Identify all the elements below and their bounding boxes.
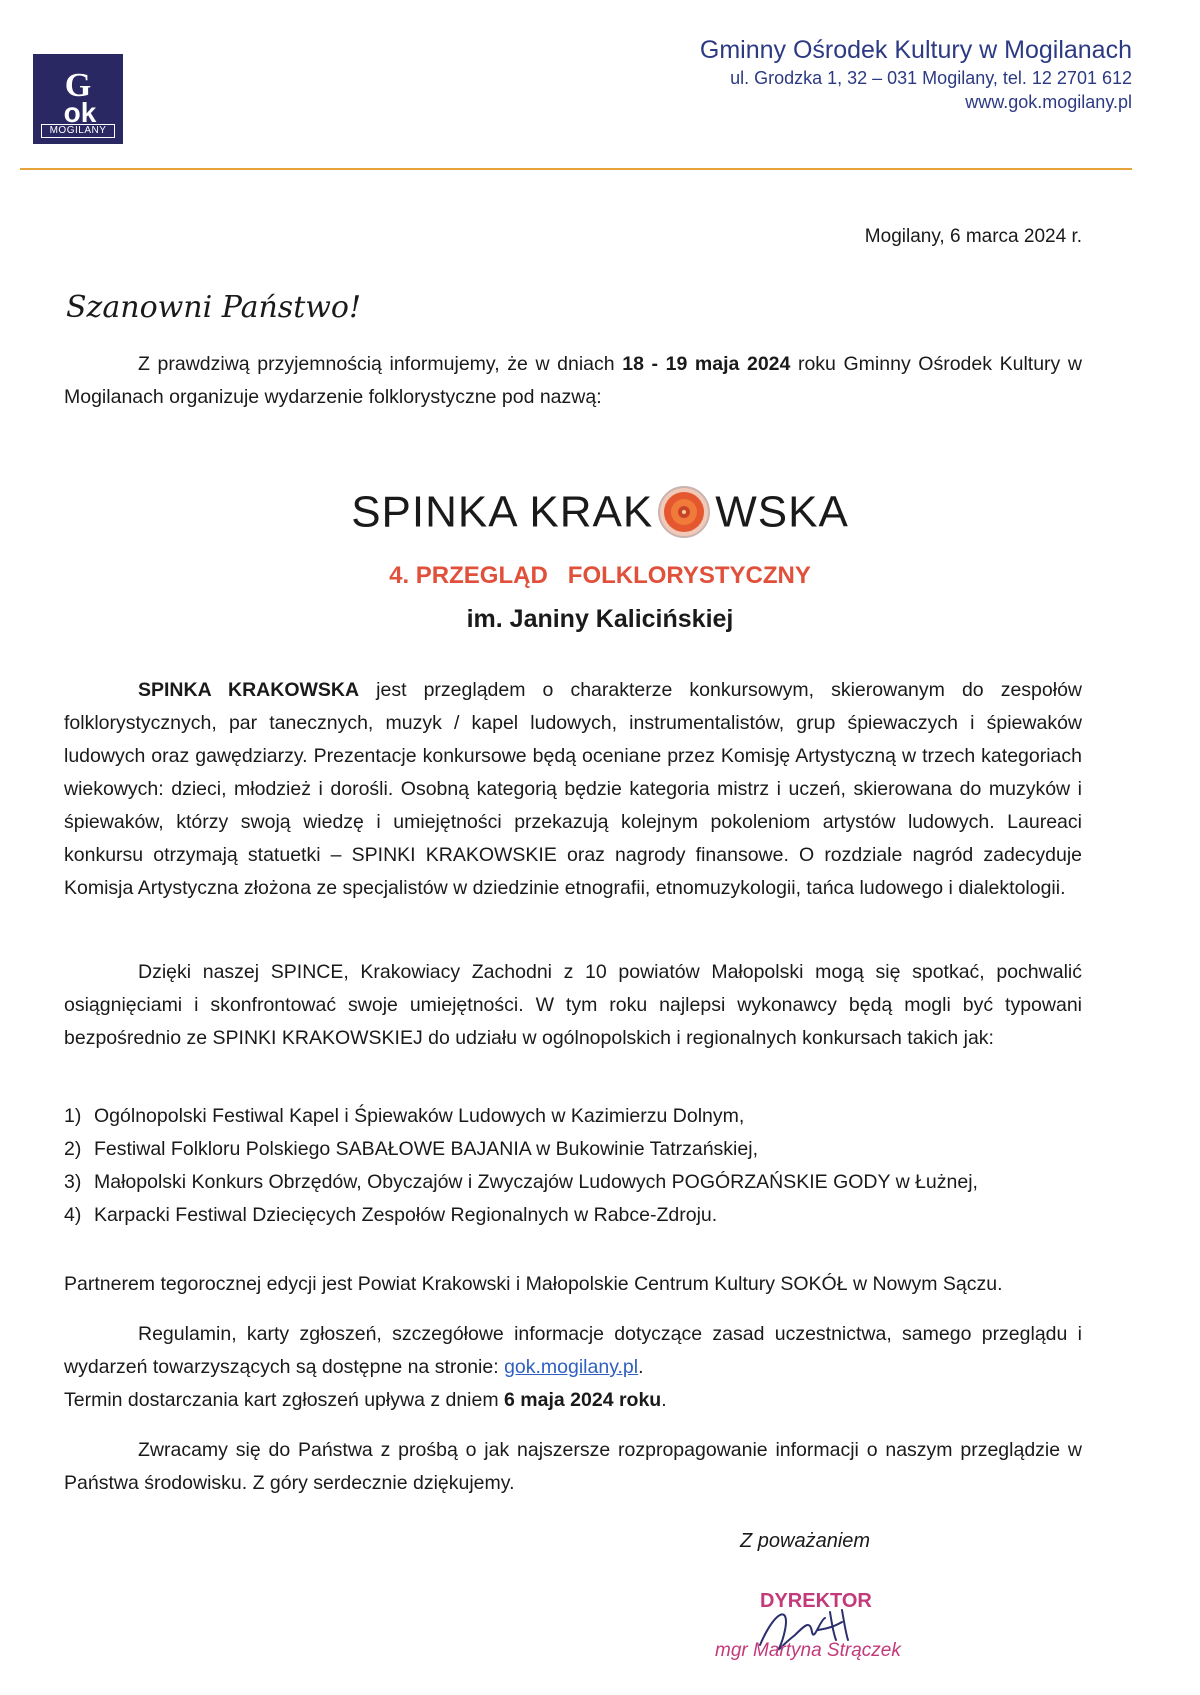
intro-text-1: Z prawdziwą przyjemnością informujemy, że w dniach: [138, 353, 623, 375]
event-title: [0, 485, 1200, 539]
event-patron: im. Janiny Kalicińskiej: [466, 605, 734, 633]
signature-name: mgr Martyna Strączek: [715, 1640, 901, 1661]
signature-stamp: [710, 1590, 940, 1670]
organization-name: Gminny Ośrodek Kultury w Mogilanach: [699, 36, 1132, 64]
list-item: 4) Karpacki Festiwal Dziecięcych Zespołów Regionalnych w Rabce-Zdroju.: [64, 1204, 718, 1226]
regulations-paragraph: Regulamin, karty zgłoszeń, szczegółowe informacje dotyczące zasad uczestnictwa, samego przeglądu i wydarzeń towarzyszących są dostępne na stronie: gok.mogilany.pl.: [64, 1323, 1082, 1378]
intro-dates: 18 - 19 maja 2024: [622, 353, 791, 375]
description-paragraph: [64, 674, 1082, 905]
organization-address: ul. Grodzka 1, 32 – 031 Mogilany, tel. 12 2701 612: [730, 68, 1132, 88]
event-subtitle-part1: 4. PRZEGLĄD: [389, 562, 548, 589]
partner-paragraph: Partnerem tegorocznej edycji jest Powiat Krakowski i Małopolskie Centrum Kultury SOKÓŁ w Nowym Sączu.: [64, 1273, 1003, 1295]
festival-list: [64, 1100, 978, 1232]
logo-label: MOGILANY: [41, 124, 115, 138]
event-subtitle: [0, 562, 1200, 590]
deadline-paragraph: Termin dostarczania kart zgłoszeń upływa z dniem 6 maja 2024 roku.: [64, 1389, 667, 1411]
list-item: 2) Festiwal Folkloru Polskiego SABAŁOWE BAJANIA w Bukowinie Tatrzańskiej,: [64, 1138, 758, 1160]
organization-header: [700, 34, 1132, 114]
regulations-text: Regulamin, karty zgłoszeń, szczegółowe informacje dotyczące zasad uczestnictwa, samego przeglądu i wydarzeń towarzyszących są dostępne na stronie:: [64, 1323, 1082, 1378]
intro-text-2: roku Gminny Ośrodek Kultury w Mogilanach organizuje wydarzenie folklorystyczne pod nazwą:: [64, 353, 1082, 408]
opportunities-paragraph: Dzięki naszej SPINCE, Krakowiacy Zachodni z 10 powiatów Małopolski mogą się spotkać, pochwalić osiągnięciami i skonfrontować swoje umiejętności. W tym roku najlepsi wykonawcy będą mogli być typowani bezpośrednio ze SPINKI KRAKOWSKIEJ do udziału w ogólnopolskich i regionalnych konkursach takich jak:: [64, 961, 1082, 1049]
gok-logo: [33, 54, 123, 144]
description-text: jest przeglądem o charakterze konkursowym, skierowanym do zespołów folklorystycznych, par tanecznych, muzyk / kapel ludowych, instrumentalistów, grup śpiewaczych i śpiewaków ludowych oraz gawędziarzy. Prezentacje konkursowe będą oceniane przez Komisję Artystyczną w trzech kategoriach wiekowych: dzieci, młodzież i dorośli. Osobną kategorią będzie kategoria mistrz i uczeń, skierowana do muzyków i śpiewaków, którzy swoją wiedzę i umiejętności przekazują kolejnym pokoleniom artystów ludowych. Laureaci konkursu otrzymają statuetki – SPINKI KRAKOWSKIE oraz nagrody finansowe. O rozdziale nagród zadecyduje Komisja Artystyczna złożona ze specjalistów w dziedzinie etnografii, etnomuzykologii, tańca ludowego i dialektologii.: [64, 679, 1083, 899]
svg-text:G: G: [64, 67, 92, 104]
regards: Z poważaniem: [740, 1530, 871, 1552]
letter-date: Mogilany, 6 marca 2024 r.: [864, 226, 1082, 247]
organization-website[interactable]: www.gok.mogilany.pl: [965, 92, 1132, 112]
list-item: 3) Małopolski Konkurs Obrzędów, Obyczajów i Zwyczajów Ludowych POGÓRZAŃSKIE GODY w Łużnej,: [64, 1171, 978, 1193]
website-link[interactable]: gok.mogilany.pl: [504, 1356, 639, 1378]
event-title-left: SPINKA KRAK: [351, 487, 654, 537]
closing-paragraph: Zwracamy się do Państwa z prośbą o jak najszersze rozpropagowanie informacji o naszym przeglądzie w Państwa środowisku. Z góry serdecznie dziękujemy.: [64, 1439, 1082, 1494]
salutation: Szanowni Państwo!: [66, 290, 362, 325]
list-item: 1) Ogólnopolski Festiwal Kapel i Śpiewaków Ludowych w Kazimierzu Dolnym,: [64, 1105, 745, 1127]
deadline-text: Termin dostarczania kart zgłoszeń upływa z dniem: [64, 1389, 505, 1411]
deadline-date: 6 maja 2024 roku: [504, 1389, 662, 1411]
signature-title: DYREKTOR: [760, 1590, 872, 1612]
rosette-icon: [657, 485, 711, 539]
header-divider: [20, 168, 1132, 170]
event-title-right: WSKA: [715, 487, 849, 537]
event-subtitle-part2: FOLKLORYSTYCZNY: [567, 562, 811, 589]
description-lead: SPINKA KRAKOWSKA: [138, 679, 360, 701]
intro-paragraph: [64, 348, 1082, 414]
svg-text:ok: ok: [63, 97, 97, 128]
